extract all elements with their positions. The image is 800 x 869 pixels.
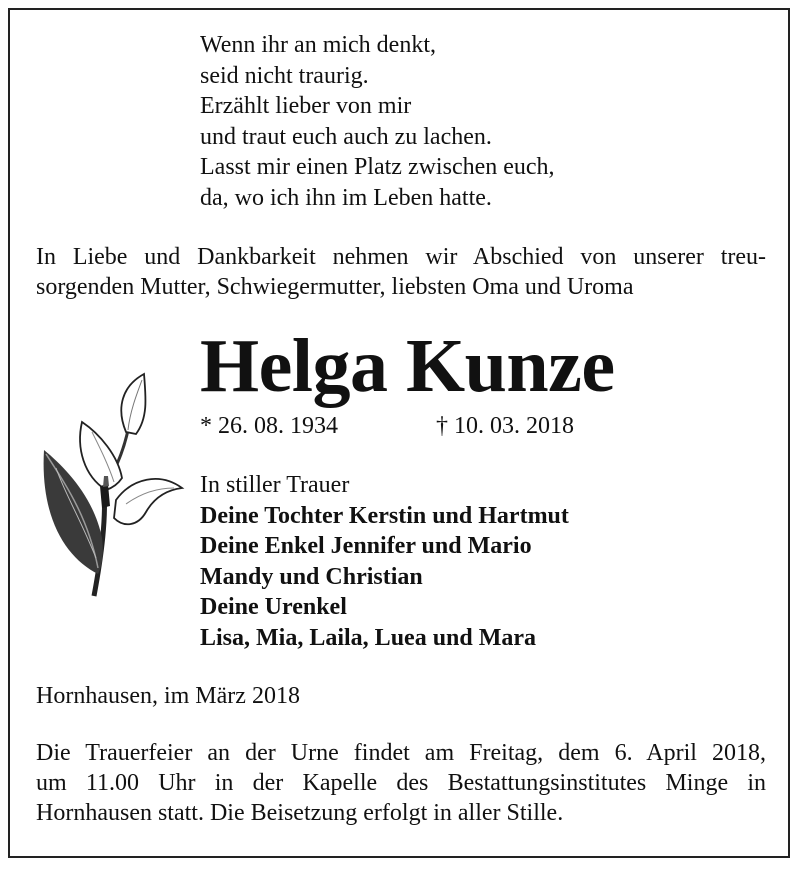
intro-line: sorgenden Mutter, Schwiegermutter, liebsten Oma und Uroma: [36, 274, 634, 300]
poem: [200, 30, 555, 213]
ceremony-line: Hornhausen statt. Die Beisetzung erfolgt in aller Stille.: [36, 800, 564, 826]
mourner-line: Deine Tochter Kerstin und Hartmut: [200, 502, 569, 529]
poem-line: und traut euch auch zu lachen.: [200, 123, 492, 150]
mourner-line: Mandy und Christian: [200, 563, 423, 590]
mourner-line: Deine Enkel Jennifer und Mario: [200, 533, 532, 559]
mourner-line: Deine Urenkel: [200, 594, 347, 620]
poem-line: Erzählt lieber von mir: [200, 93, 412, 119]
place-date: Hornhausen, im März 2018: [36, 683, 300, 709]
mourners: [200, 470, 569, 653]
death-date: † 10. 03. 2018: [436, 413, 574, 439]
calla-lily-icon: [36, 368, 186, 598]
ceremony-line: Die Trauerfeier an der Urne findet am Freitag, dem 6. April 2018,: [36, 740, 766, 766]
mourner-line: Lisa, Mia, Laila, Luea und Mara: [200, 624, 537, 651]
ceremony-text: [36, 738, 766, 828]
birth-date: * 26. 08. 1934: [200, 413, 338, 439]
mourners-heading: In stiller Trauer: [200, 472, 350, 498]
intro-text: [36, 242, 766, 302]
deceased-name: Helga Kunze: [200, 324, 615, 408]
ceremony-line: um 11.00 Uhr in der Kapelle des Bestattungsinstitutes Minge in: [36, 770, 766, 796]
intro-line: In Liebe und Dankbarkeit nehmen wir Abschied von unserer treu-: [36, 244, 766, 270]
poem-line: da, wo ich ihn im Leben hatte.: [200, 184, 492, 211]
poem-line: Wenn ihr an mich denkt,: [200, 32, 437, 58]
poem-line: seid nicht traurig.: [200, 62, 369, 89]
poem-line: Lasst mir einen Platz zwischen euch,: [200, 154, 555, 180]
